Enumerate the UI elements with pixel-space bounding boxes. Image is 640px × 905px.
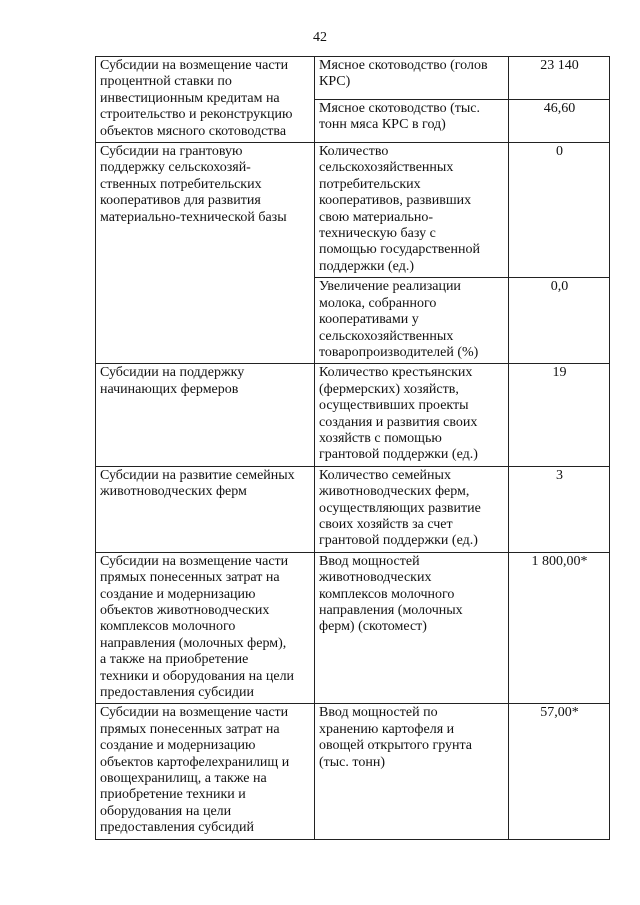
indicator-value: 0,0 <box>509 278 610 364</box>
indicator-text-line: сельскохозяйственных <box>319 328 454 344</box>
indicator-text-line: осуществивших проекты <box>319 398 469 414</box>
subsidy-text-line: процентной ставки по <box>100 74 232 90</box>
table-row <box>96 552 610 704</box>
indicator-cell <box>315 704 509 839</box>
subsidy-text-line: Субсидии на грантовую <box>100 144 243 160</box>
indicator-value: 23 140 <box>509 57 610 100</box>
subsidy-text-line: оборудования на цели <box>100 803 232 819</box>
indicator-value: 57,00* <box>509 704 610 839</box>
table-row <box>96 704 610 839</box>
subsidy-text-line: объектов животноводческих <box>100 603 270 618</box>
subsidy-text-line: создание и модернизацию <box>100 738 256 754</box>
indicator-text-line: молока, собранного <box>319 295 437 311</box>
indicator-text-line: ферм) (скотомест) <box>319 619 427 635</box>
subsidy-text-line: строительство и реконструкцию <box>100 107 293 123</box>
indicator-text-line: техническую базу с <box>319 226 436 242</box>
subsidy-text-line: прямых понесенных затрат на <box>100 570 280 586</box>
subsidy-text-line: ственных потребительских <box>100 176 262 192</box>
indicator-text-line: КРС) <box>319 74 351 90</box>
indicator-cell <box>315 100 509 143</box>
indicator-text-line: потребительских <box>319 176 421 192</box>
indicator-text-line: животноводческих ферм, <box>319 484 470 500</box>
indicator-cell <box>315 552 509 704</box>
indicator-cell <box>315 57 509 100</box>
indicator-text-line: грантовой поддержки (ед.) <box>319 533 478 549</box>
indicator-text-line: Ввод мощностей по <box>319 705 438 721</box>
indicator-text-line: создания и развития своих <box>319 414 478 430</box>
indicator-text-line: хранению картофеля и <box>319 721 455 737</box>
subsidy-text-line: предоставления субсидии <box>100 685 255 701</box>
indicator-text-line: сельскохозяйственных <box>319 160 454 176</box>
subsidy-text-line: техники и оборудования на цели <box>100 668 295 684</box>
indicator-text-line: хозяйств с помощью <box>319 430 442 446</box>
indicator-text-line: Ввод мощностей <box>319 553 420 569</box>
subsidy-cell <box>96 57 315 143</box>
indicator-value: 46,60 <box>509 100 610 143</box>
subsidy-text-line: Субсидии на возмещение части <box>100 58 289 73</box>
indicator-text-line: свою материально- <box>319 209 433 225</box>
indicator-value: 19 <box>509 364 610 466</box>
indicator-text-line: кооперативами у <box>319 312 419 328</box>
subsidy-cell <box>96 143 315 364</box>
subsidy-text-line: прямых понесенных затрат на <box>100 721 280 737</box>
table-row <box>96 57 610 100</box>
indicator-cell <box>315 364 509 466</box>
indicator-text-line: Количество семейных <box>319 467 451 483</box>
indicator-text-line: товаропроизводителей (%) <box>319 344 479 360</box>
indicator-text-line: Количество <box>319 144 389 160</box>
subsidy-text-line: инвестиционным кредитам на <box>100 90 280 106</box>
subsidy-text-line: предоставления субсидий <box>100 820 255 836</box>
subsidy-text-line: а также на приобретение <box>100 652 249 668</box>
subsidy-text-line: Субсидии на возмещение части <box>100 553 289 569</box>
subsidy-text-line: объектов мясного скотоводства <box>100 123 287 139</box>
table-row <box>96 143 610 278</box>
subsidy-text-line: Субсидии на возмещение части <box>100 705 289 721</box>
indicator-cell <box>315 278 509 364</box>
subsidy-cell <box>96 364 315 466</box>
subsidy-cell <box>96 552 315 704</box>
indicator-text-line: поддержки (ед.) <box>319 258 414 274</box>
indicator-cell <box>315 143 509 278</box>
indicator-text-line: комплексов молочного <box>319 586 455 602</box>
indicator-value: 1 800,00* <box>509 552 610 704</box>
subsidy-cell <box>96 466 315 552</box>
subsidy-text-line: направления (молочных ферм), <box>100 635 287 651</box>
indicator-text-line: Количество крестьянских <box>319 365 473 381</box>
table-row <box>96 364 610 466</box>
subsidy-text-line: поддержку сельскохозяй- <box>100 160 251 176</box>
subsidy-indicator-table <box>95 56 610 840</box>
table-body <box>96 57 610 840</box>
subsidy-text-line: материально-технической базы <box>100 209 287 225</box>
indicator-text-line: тонн мяса КРС в год) <box>319 117 446 133</box>
indicator-text-line: кооперативов, развивших <box>319 193 472 209</box>
subsidy-text-line: кооперативов для развития <box>100 193 261 209</box>
indicator-text-line: грантовой поддержки (ед.) <box>319 447 478 463</box>
subsidy-text-line: животноводческих ферм <box>100 484 247 500</box>
indicator-value: 0 <box>509 143 610 278</box>
indicator-text-line: (тыс. тонн) <box>319 754 385 770</box>
indicator-text-line: направления (молочных <box>319 603 463 618</box>
indicator-cell <box>315 466 509 552</box>
subsidy-text-line: овощехранилищ, а также на <box>100 771 267 787</box>
subsidy-text-line: создание и модернизацию <box>100 586 256 602</box>
indicator-text-line: Увеличение реализации <box>319 279 461 295</box>
subsidy-text-line: Субсидии на развитие семейных <box>100 467 295 483</box>
table-row <box>96 466 610 552</box>
subsidy-cell <box>96 704 315 839</box>
subsidy-text-line: объектов картофелехранилищ и <box>100 754 290 770</box>
indicator-text-line: животноводческих <box>319 570 432 586</box>
indicator-text-line: Мясное скотоводство (тыс. <box>319 101 481 117</box>
indicator-value: 3 <box>509 466 610 552</box>
indicator-text-line: своих хозяйств за счет <box>319 516 453 532</box>
subsidy-text-line: комплексов молочного <box>100 619 236 635</box>
subsidy-text-line: приобретение техники и <box>100 787 246 803</box>
indicator-text-line: овощей открытого грунта <box>319 738 473 754</box>
subsidy-text-line: Субсидии на поддержку <box>100 365 245 381</box>
indicator-text-line: Мясное скотоводство (голов <box>319 58 488 73</box>
indicator-text-line: (фермерских) хозяйств, <box>319 381 459 397</box>
page-number: 42 <box>313 30 327 45</box>
indicator-text-line: осуществляющих развитие <box>319 500 481 516</box>
indicator-text-line: помощью государственной <box>319 242 480 258</box>
subsidy-text-line: начинающих фермеров <box>100 381 239 397</box>
